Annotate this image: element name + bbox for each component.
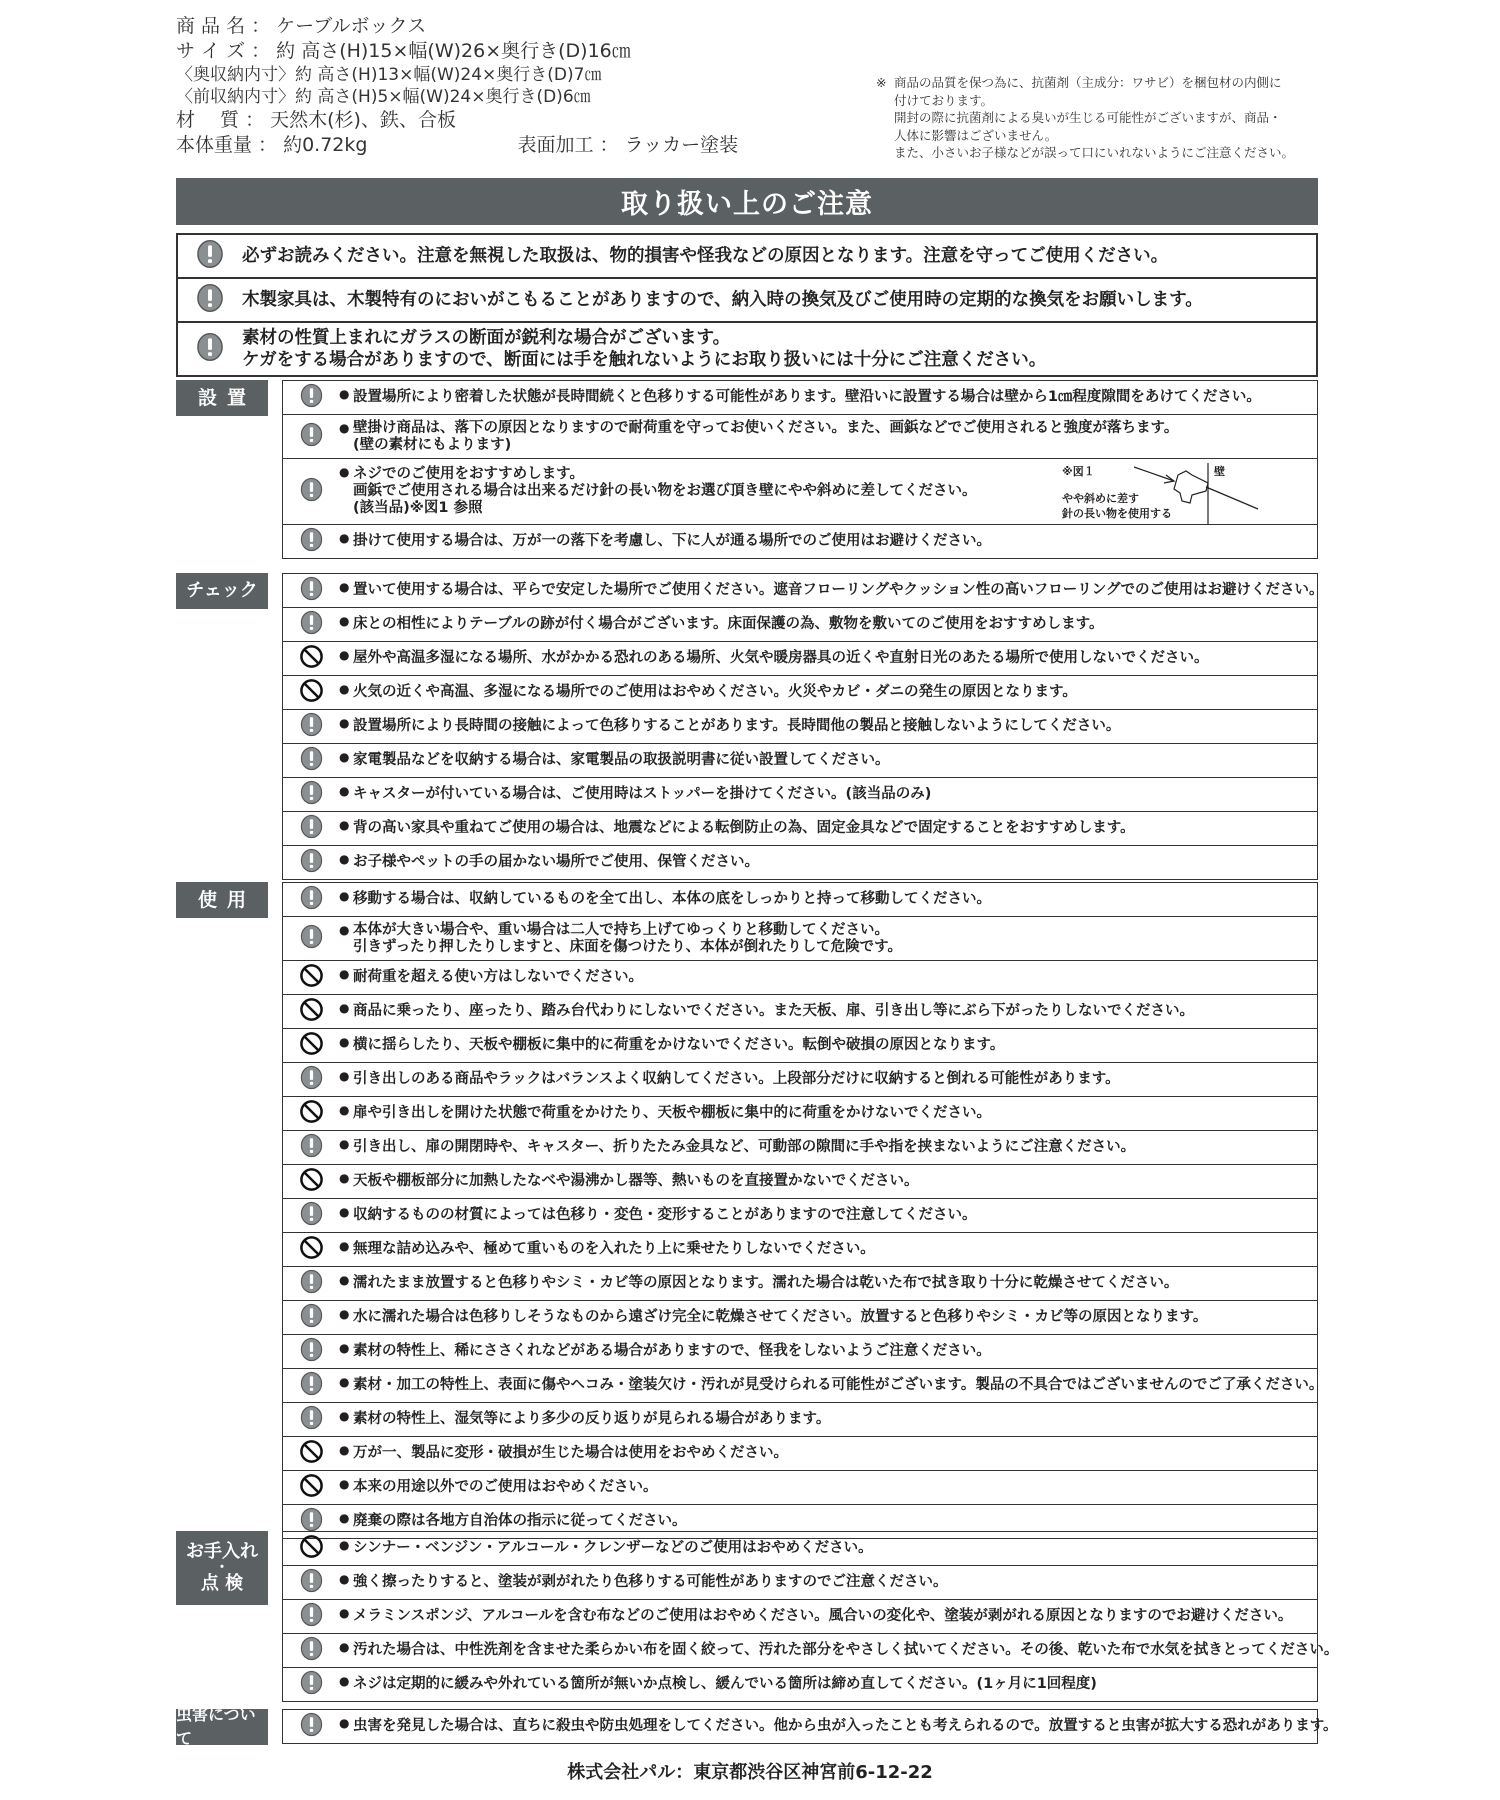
prohibited-icon (299, 1031, 324, 1060)
company-address: 株式会社パル：東京都渋谷区神宮前6-12-22 (567, 1762, 933, 1783)
caution-icon (299, 1337, 324, 1366)
caution-icon (299, 1269, 324, 1298)
section-label (176, 882, 268, 918)
precaution-text: 移動する場合は、収納しているものを全て出し、本体の底をしっかりと持って移動してください。 (353, 891, 991, 907)
bullet: ● (339, 1239, 350, 1253)
precaution-row (283, 1028, 1317, 1062)
caution-icon (299, 1133, 324, 1162)
bullet: ● (339, 1511, 350, 1525)
precaution-text: 床との相性によりテーブルの跡が付く場合がございます。床面保護の為、敷物を敷いてのご使用をおすすめします。 (353, 616, 1104, 632)
precaution-row (283, 1436, 1317, 1470)
prohibited-icon (299, 644, 324, 673)
important-row (178, 277, 1316, 321)
section-table (282, 882, 1324, 1539)
precaution-row (283, 1710, 1338, 1743)
product-weight: 本体重量 ： 約0.72kg (176, 134, 368, 156)
section-label (176, 573, 268, 609)
bullet: ● (339, 1001, 350, 1015)
caution-icon (299, 576, 324, 605)
bullet: ● (339, 1538, 350, 1552)
precaution-text: 廃棄の際は各地方自治体の指示に従ってください。 (353, 1513, 687, 1529)
precaution-row (283, 1470, 1317, 1504)
precaution-text: ネジは定期的に緩みや外れている箇所が無いか点検し、緩んでいる箇所は締め直してください。(1ヶ月に1回程度) (353, 1676, 1097, 1692)
caution-icon (299, 780, 324, 809)
precaution-text: メラミンスポンジ、アルコールを含む布などのご使用はおやめください。風合いの変化や、塗装が剥がれる原因となりますのでお避けください。 (353, 1608, 1293, 1624)
precaution-text: 壁掛け商品は、落下の原因となりますので耐荷重を守ってお使いください。また、画鋲などでご使用されると強度が落ちます。 (壁の素材にもよります) (353, 419, 1179, 453)
caution-icon (195, 239, 225, 273)
bullet: ● (339, 784, 350, 798)
bullet: ● (339, 1716, 350, 1730)
antibacterial-notice (876, 74, 1336, 162)
caution-icon (299, 383, 324, 412)
precaution-text: シンナー・ベンジン・アルコール・クレンザーなどのご使用はおやめください。 (353, 1540, 873, 1556)
precaution-text: 横に揺らしたり、天板や棚板に集中的に荷重をかけないでください。転倒や破損の原因となります。 (353, 1037, 1005, 1053)
precaution-text: 天板や棚板部分に加熱したなべや湯沸かし器等、熱いものを直接置かないでください。 (353, 1173, 919, 1189)
notice-line: 人体に影響はございません。 (894, 127, 1058, 143)
notice-line: また、小さいお子様などが誤って口にいれないようにご注意ください。 (894, 145, 1295, 160)
section-label-text: 設置 (197, 387, 256, 409)
bullet: ● (339, 1409, 350, 1423)
prohibited-icon (299, 1167, 324, 1196)
precaution-text: 耐荷重を超える使い方はしないでください。 (353, 969, 643, 985)
important-row (178, 235, 1316, 277)
bullet: ● (339, 1572, 350, 1586)
caution-icon (299, 527, 324, 556)
bullet: ● (339, 421, 350, 435)
precaution-text: キャスターが付いている場合は、ご使用時はストッパーを掛けてください。(該当品のみ) (353, 786, 932, 802)
section-table (282, 380, 1318, 559)
caution-icon (299, 746, 324, 775)
precaution-row (283, 777, 1317, 811)
precaution-row (283, 1633, 1339, 1667)
bullet: ● (339, 465, 350, 479)
surface-finish: 表面加工 ： ラッカー塗装 (517, 134, 739, 156)
bullet: ● (339, 889, 350, 903)
precaution-text: 引き出しのある商品やラックはバランスよく収納してください。上段部分だけに収納すると倒れる可能性があります。 (353, 1071, 1120, 1087)
bullet: ● (339, 1273, 350, 1287)
caution-icon (299, 1371, 324, 1400)
bullet: ● (339, 1035, 350, 1049)
caution-icon (299, 814, 324, 843)
bullet: ● (339, 614, 350, 628)
precaution-row (283, 1368, 1324, 1402)
precaution-text: 無理な詰め込みや、極めて重いものを入れたり上に乗せたりしないでください。 (353, 1241, 875, 1257)
caution-icon (299, 712, 324, 741)
important-text: 素材の性質上まれにガラスの断面が鋭利な場合がございます。 ケガをする場合がありますので、断面には手を触れないようにお取り扱いには十分にご注意ください。 (242, 328, 1047, 370)
bullet: ● (339, 1137, 350, 1151)
product-material: 材 質 ： 天然木(杉)、鉄、合板 (176, 109, 456, 131)
precaution-text: 素材・加工の特性上、表面に傷やヘコみ・塗装欠け・汚れが見受けられる可能性がございます。製品の不具合ではございませんのでご了承ください。 (353, 1377, 1324, 1393)
bullet: ● (339, 1103, 350, 1117)
product-size: サ イ ズ ： 約 高さ(H)15×幅(W)26×奥行き(D)16㎝ (176, 40, 631, 62)
product-name: 商 品 名 ： ケーブルボックス (176, 15, 427, 37)
precaution-row (283, 1062, 1317, 1096)
caution-icon (299, 610, 324, 639)
caution-icon (299, 1568, 324, 1597)
section-label-text: チェック (186, 580, 258, 601)
precaution-row (283, 883, 1317, 916)
precaution-row (283, 574, 1324, 607)
precaution-text: 背の高い家具や重ねてご使用の場合は、地震などによる転倒防止の為、固定金具などで固定することをおすすめします。 (353, 820, 1135, 836)
section-label (176, 380, 268, 416)
precaution-row (283, 811, 1317, 845)
precaution-text: ネジでのご使用をおすすめします。 画鋲でご使用される場合は出来るだけ針の長い物をお選び頂き壁にやや斜めに差してください。 (該当品)※図1 参照 (353, 466, 977, 516)
bullet: ● (339, 1341, 350, 1355)
caution-icon (299, 1303, 324, 1332)
caution-icon (299, 885, 324, 914)
precaution-text: 濡れたまま放置すると色移りやシミ・カビ等の原因となります。濡れた場合は乾いた布で拭き取り十分に乾燥させてください。 (353, 1275, 1179, 1291)
important-notices (176, 233, 1318, 377)
notice-line: 付けております。 (894, 92, 994, 108)
bullet: ● (339, 1069, 350, 1083)
caution-icon (299, 1065, 324, 1094)
section-label (176, 1531, 268, 1605)
precaution-text: 汚れた場合は、中性洗剤を含ませた柔らかい布を固く絞って、汚れた部分をやさしく拭いてください。その後、乾いた布で水気を拭きとってください。 (353, 1642, 1339, 1658)
wall-label: 壁 (1214, 465, 1225, 478)
precaution-text: 収納するものの材質によっては色移り・変色・変形することがありますので注意してください。 (353, 1207, 977, 1223)
precaution-row (283, 1130, 1317, 1164)
section-table (282, 573, 1324, 880)
important-text: 必ずお読みください。注意を無視した取扱は、物的損害や怪我などの原因となります。注意を守ってご使用ください。 (242, 246, 1169, 266)
precaution-row (283, 1266, 1317, 1300)
important-text: 木製家具は、木製特有のにおいがこもることがありますので、納入時の換気及びご使用時の定期的な換気をお願いします。 (242, 290, 1203, 310)
prohibited-icon (299, 963, 324, 992)
precaution-row (283, 1164, 1317, 1198)
precaution-row (283, 1334, 1317, 1368)
precaution-text: 本来の用途以外でのご使用はおやめください。 (353, 1479, 658, 1495)
caution-icon (299, 924, 324, 953)
weight-finish-row (176, 133, 896, 158)
precaution-text: 強く擦ったりすると、塗装が剥がれたり色移りする可能性がありますのでご注意ください。 (353, 1574, 948, 1590)
precaution-text: 家電製品などを収納する場合は、家電製品の取扱説明書に従い設置してください。 (353, 752, 890, 768)
section-table (282, 1531, 1339, 1702)
pushpin-figure (1062, 463, 1277, 525)
precaution-text: 設置場所により長時間の接触によって色移りすることがあります。長時間他の製品と接触しないようにしてください。 (353, 718, 1121, 734)
bullet: ● (339, 682, 350, 696)
precaution-row (283, 960, 1317, 994)
precaution-text: 設置場所により密着した状態が長時間続くと色移りする可能性があります。壁沿いに設置する場合は壁から1㎝程度隙間をあけてください。 (353, 389, 1261, 405)
caution-icon (195, 283, 225, 317)
section-label-text: 虫害について (176, 1705, 256, 1748)
bullet: ● (339, 648, 350, 662)
precaution-row (283, 1532, 1317, 1565)
prohibited-icon (299, 1473, 324, 1502)
prohibited-icon (299, 1099, 324, 1128)
section-label-text: お手入れ (186, 1541, 258, 1562)
figure-description: やや斜めに差す 針の長い物を使用する (1062, 492, 1172, 520)
precaution-row (283, 675, 1317, 709)
caution-icon (195, 332, 225, 366)
caution-icon (299, 1670, 324, 1699)
precaution-text: 扉や引き出しを開けた状態で荷重をかけたり、天板や棚板に集中的に荷重をかけないでください。 (353, 1105, 991, 1121)
caution-icon (299, 1405, 324, 1434)
precaution-text: 火気の近くや高温、多湿になる場所でのご使用はおやめください。火災やカビ・ダニの発生の原因となります。 (353, 684, 1077, 700)
precaution-text: お子様やペットの手の届かない場所でご使用、保管ください。 (353, 854, 759, 870)
precaution-row (283, 743, 1317, 777)
precaution-row (283, 458, 1317, 524)
caution-icon (299, 1201, 324, 1230)
precaution-text: 置いて使用する場合は、平らで安定した場所でご使用ください。遮音フローリングやクッション性の高いフローリングでのご使用はお避けください。 (353, 582, 1324, 598)
precaution-text: 掛けて使用する場合は、万が一の落下を考慮し、下に人が通る場所でのご使用はお避けください。 (353, 533, 991, 549)
caution-icon (299, 422, 324, 451)
product-spec (176, 14, 896, 158)
precaution-row (283, 1096, 1317, 1130)
section-label (176, 1705, 268, 1748)
bullet: ● (339, 1443, 350, 1457)
bullet: ● (339, 716, 350, 730)
prohibited-icon (299, 1439, 324, 1468)
prohibited-icon (299, 1534, 324, 1563)
precaution-row (283, 381, 1317, 414)
caution-icon (299, 477, 324, 506)
bullet: ● (339, 531, 350, 545)
bullet: ● (339, 1205, 350, 1219)
precaution-row (283, 916, 1317, 960)
prohibited-icon (299, 678, 324, 707)
section-label-text: ・ (215, 1560, 229, 1576)
precaution-row (283, 1300, 1317, 1334)
bullet: ● (339, 580, 350, 594)
precaution-row (283, 641, 1317, 675)
precaution-row (283, 1667, 1317, 1701)
caution-icon (299, 848, 324, 877)
page-title: 取り扱い上のご注意 (176, 178, 1318, 225)
bullet: ● (339, 1171, 350, 1185)
precaution-text: 虫害を発見した場合は、直ちに殺虫や防虫処理をしてください。他から虫が入ったことも考えられるので。放置すると虫害が拡大する恐れがあります。 (353, 1718, 1338, 1734)
bullet: ● (339, 1477, 350, 1491)
precaution-row (283, 1402, 1317, 1436)
caution-icon (299, 1602, 324, 1631)
precaution-text: 引き出し、扉の開閉時や、キャスター、折りたたみ金具など、可動部の隙間に手や指を挟まないようにご注意ください。 (353, 1139, 1136, 1155)
pushpin-icon (1062, 463, 1277, 525)
precaution-text: 万が一、製品に変形・破損が生じた場合は使用をおやめください。 (353, 1445, 788, 1461)
bullet: ● (339, 923, 350, 937)
section-label-text: 点 検 (200, 1573, 244, 1594)
notice-line: 商品の品質を保つ為に、抗菌剤（主成分：ワサビ）を梱包材の内側に (894, 75, 1282, 90)
section-label-text: 使用 (197, 889, 256, 911)
bullet: ● (339, 852, 350, 866)
bullet: ● (339, 1674, 350, 1688)
precaution-row (283, 1198, 1317, 1232)
section-table (282, 1709, 1338, 1744)
precaution-row (283, 1565, 1317, 1599)
caution-icon (299, 1712, 324, 1741)
bullet: ● (339, 818, 350, 832)
precaution-text: 素材の特性上、稀にささくれなどがある場合がありますので、怪我をしないようご注意ください。 (353, 1343, 991, 1359)
precaution-row (283, 709, 1317, 743)
prohibited-icon (299, 997, 324, 1026)
prohibited-icon (299, 1235, 324, 1264)
precaution-row (283, 607, 1317, 641)
bullet: ● (339, 967, 350, 981)
precaution-text: 屋外や高温多湿になる場所、水がかかる恐れのある場所、火気や暖房器具の近くや直射日光のあたる場所で使用しないでください。 (353, 650, 1209, 666)
precaution-row (283, 845, 1317, 879)
inner-front-size: 〈前収納内寸〉約 高さ(H)5×幅(W)24×奥行き(D)6㎝ (176, 87, 591, 107)
inner-back-size: 〈奥収納内寸〉約 高さ(H)13×幅(W)24×奥行き(D)7㎝ (176, 65, 602, 85)
precaution-text: 商品に乗ったり、座ったり、踏み台代わりにしないでください。また天板、扉、引き出し等にぶら下がったりしないでください。 (353, 1003, 1194, 1019)
figure-caption: ※図１ (1062, 465, 1095, 478)
reference-mark: ※ (876, 75, 887, 90)
bullet: ● (339, 387, 350, 401)
bullet: ● (339, 1640, 350, 1654)
bullet: ● (339, 1307, 350, 1321)
bullet: ● (339, 750, 350, 764)
precaution-text: 水に濡れた場合は色移りしそうなものから遠ざけ完全に乾燥させてください。放置すると色移りやシミ・カビ等の原因となります。 (353, 1309, 1208, 1325)
notice-line: 開封の際に抗菌剤による臭いが生じる可能性がございますが、商品・ (894, 110, 1282, 125)
precaution-row (283, 1599, 1317, 1633)
precaution-text: 本体が大きい場合や、重い場合は二人で持ち上げてゆっくりと移動してください。 引きずったり押したりしますと、床面を傷つけたり、本体が倒れたりして危険です。 (353, 921, 902, 955)
bullet: ● (339, 1375, 350, 1389)
precaution-row (283, 414, 1317, 458)
precaution-row (283, 994, 1317, 1028)
precaution-text: 素材の特性上、湿気等により多少の反り返りが見られる場合があります。 (353, 1411, 831, 1427)
precaution-row (283, 524, 1317, 558)
caution-icon (299, 1636, 324, 1665)
important-row (178, 321, 1316, 375)
precaution-row (283, 1232, 1317, 1266)
bullet: ● (339, 1606, 350, 1620)
